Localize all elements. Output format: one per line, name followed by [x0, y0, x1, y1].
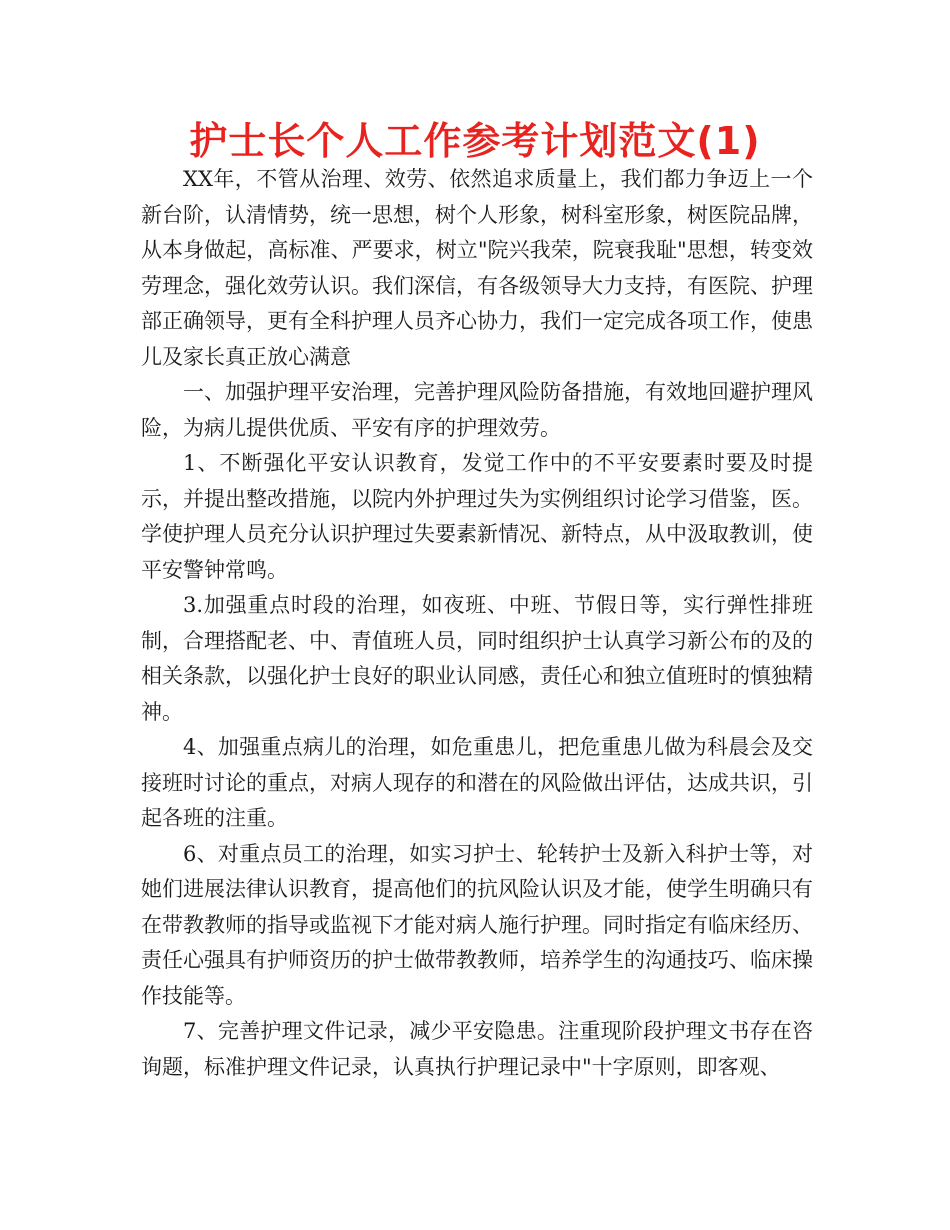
paragraph-section-1: 一、加强护理平安治理，完善护理风险防备措施，有效地回避护理风险，为病儿提供优质、平安有序的护理效劳。 — [141, 380, 813, 440]
paragraph-item-4: 4、加强重点病儿的治理，如危重患儿，把危重患儿做为科晨会及交接班时讨论的重点，对病人现存的和潜在的风险做出评估，达成共识，引起各班的注重。 — [141, 735, 813, 830]
document-body — [141, 162, 813, 1085]
paragraph-intro: XX年，不管从治理、效劳、依然追求质量上，我们都力争迈上一个新台阶，认清情势，统一思想，树个人形象，树科室形象，树医院品牌，从本身做起，高标准、严要求，树立"院兴我荣，院衰我耻"思想，转变效劳理念，强化效劳认识。我们深信，有各级领导大力支持，有医院、护理部正确领导，更有全科护理人员齐心协力，我们一定完成各项工作，使患儿及家长真正放心满意 — [141, 167, 813, 369]
document-title: 护士长个人工作参考计划范文(1) — [189, 119, 761, 163]
paragraph-item-3: 3.加强重点时段的治理，如夜班、中班、节假日等，实行弹性排班制，合理搭配老、中、青值班人员，同时组织护士认真学习新公布的及的相关条款，以强化护士良好的职业认同感，责任心和独立值班时的慎独精神。 — [141, 593, 813, 724]
paragraph-item-7: 7、完善护理文件记录，减少平安隐患。注重现阶段护理文书存在咨询题，标准护理文件记录，认真执行护理记录中"十字原则，即客观、 — [141, 1019, 813, 1079]
paragraph-item-6: 6、对重点员工的治理，如实习护士、轮转护士及新入科护士等，对她们进展法律认识教育，提高他们的抗风险认识及才能，使学生明确只有在带教教师的指导或监视下才能对病人施行护理。同时指定有临床经历、责任心强具有护师资历的护士做带教教师，培养学生的沟通技巧、临床操作技能等。 — [141, 841, 813, 1008]
paragraph-item-1: 1、不断强化平安认识教育，发觉工作中的不平安要素时要及时提示，并提出整改措施，以院内外护理过失为实例组织讨论学习借鉴，医。学使护理人员充分认识护理过失要素新情况、新特点，从中汲取教训，使平安警钟常鸣。 — [141, 451, 813, 582]
